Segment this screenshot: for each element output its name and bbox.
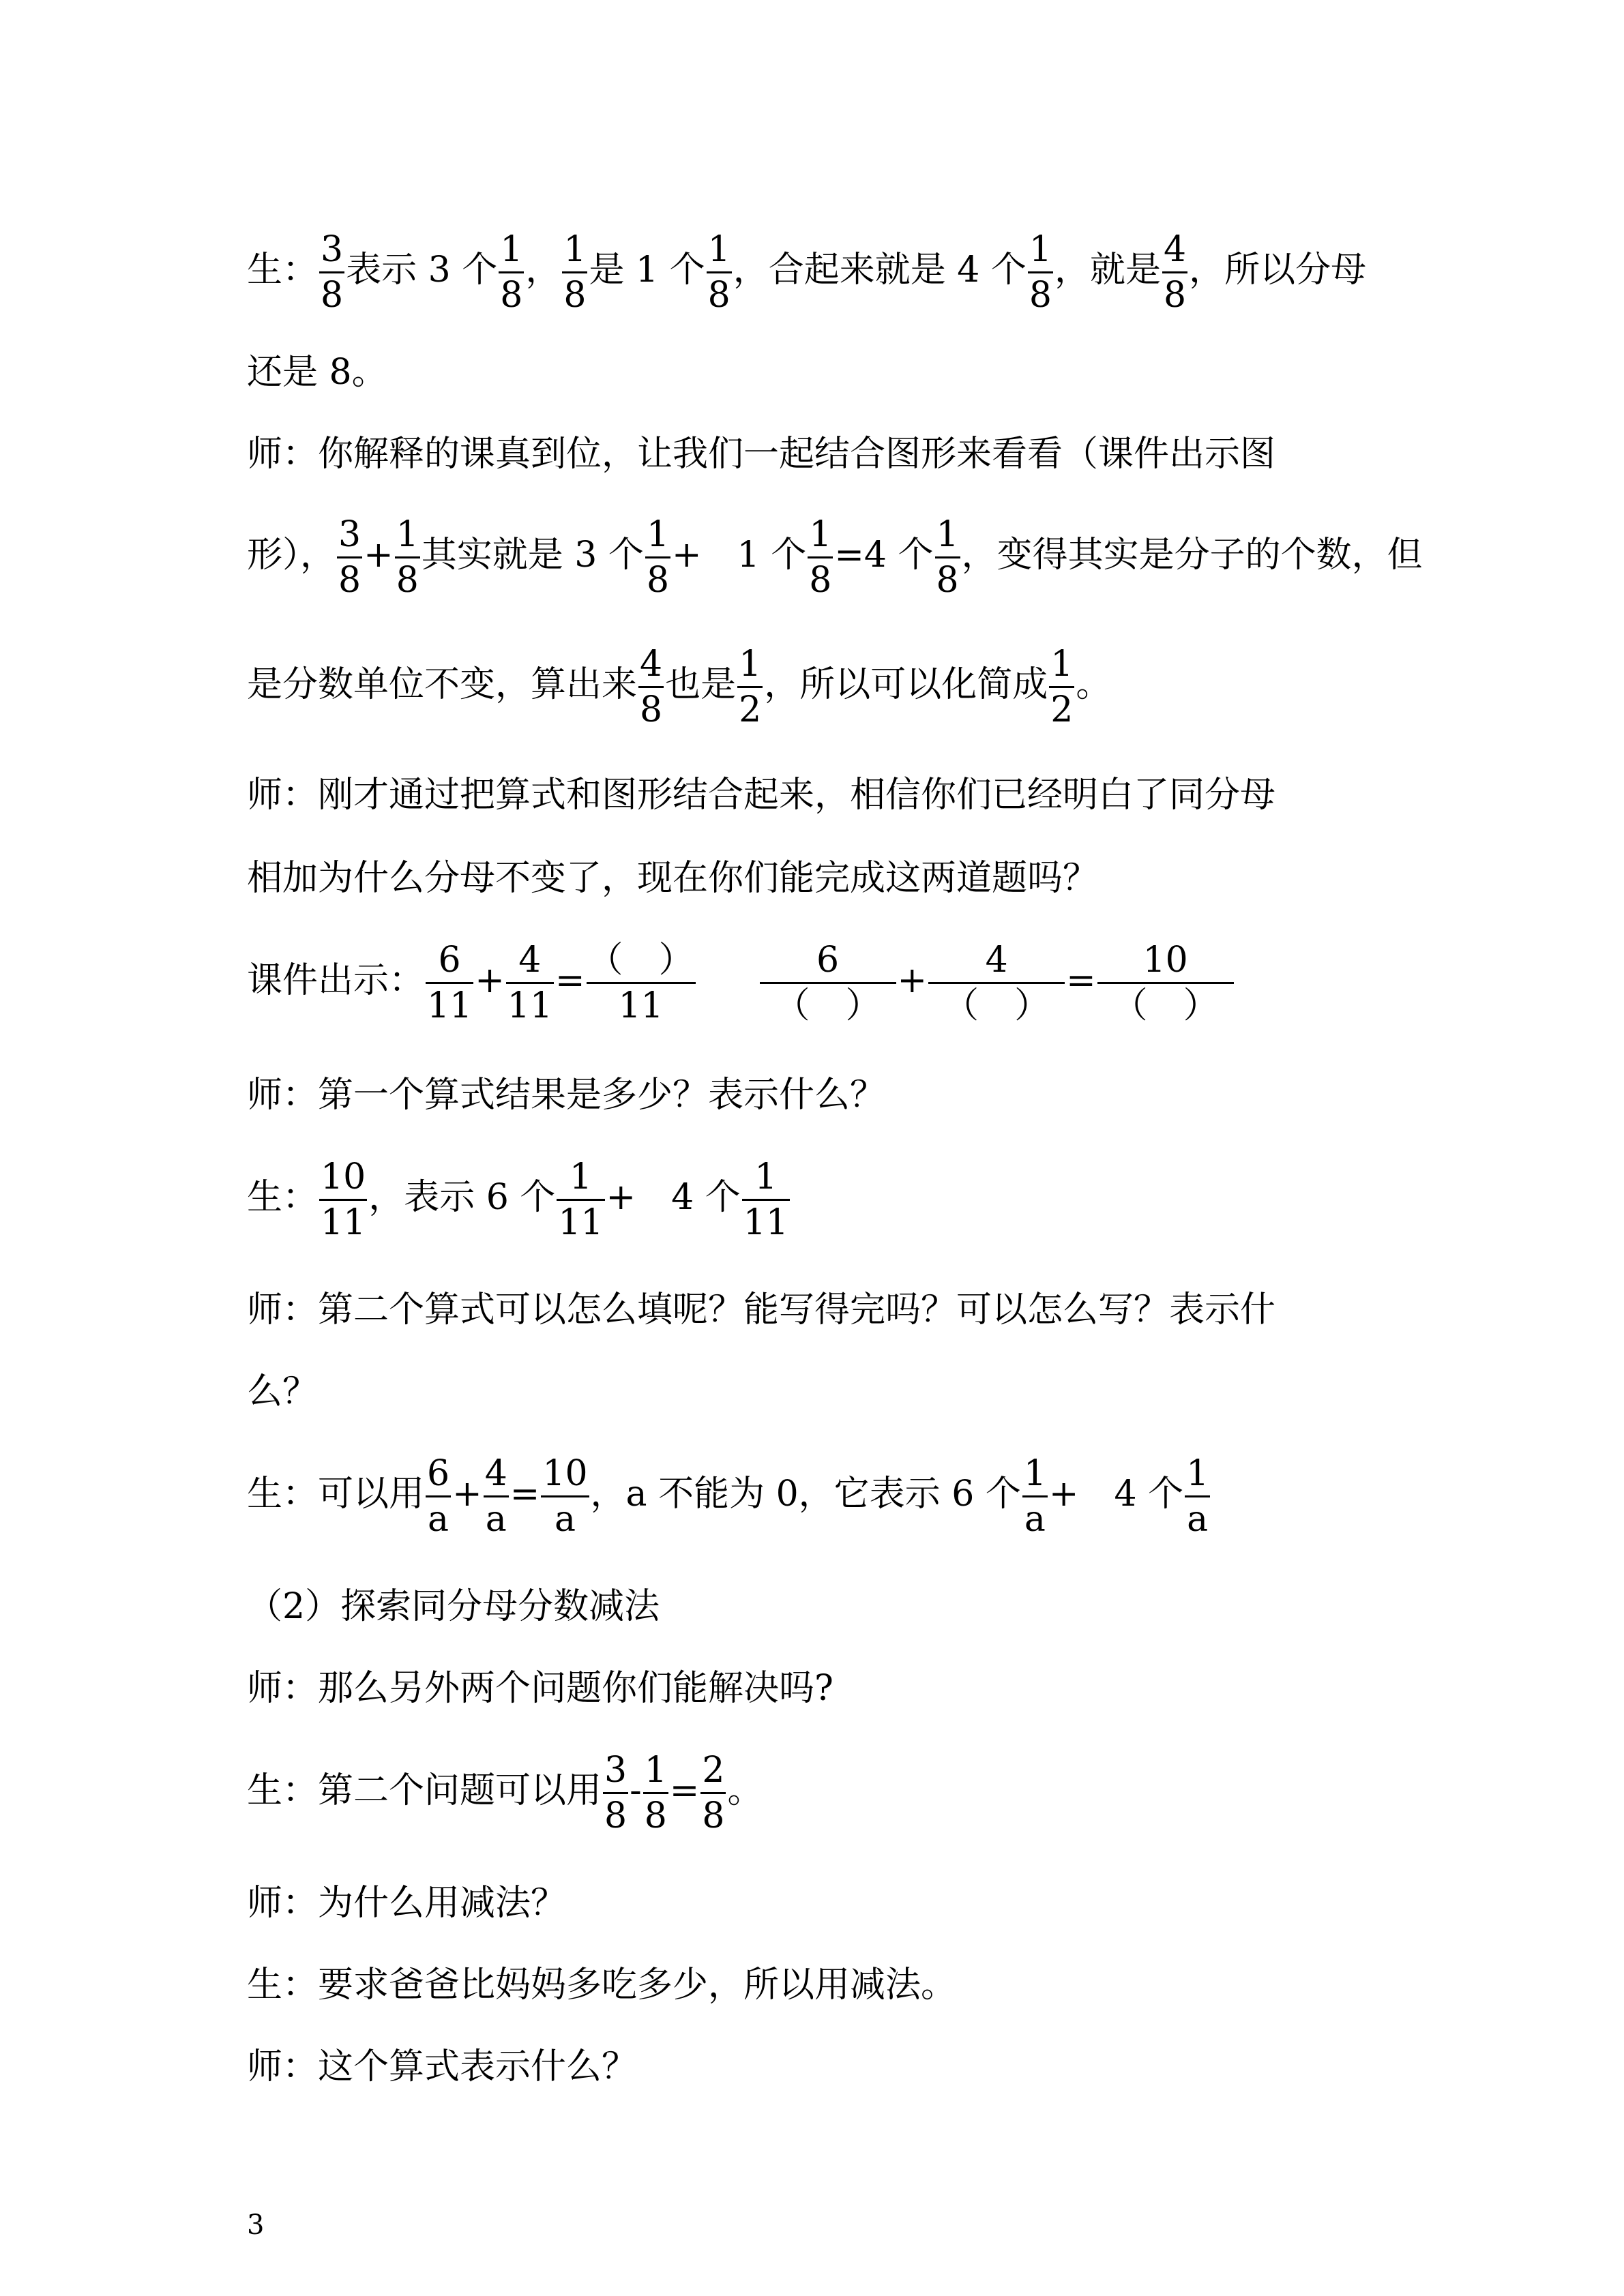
dialogue-line <box>247 1157 791 1243</box>
numerator: 6 <box>426 1456 451 1497</box>
text-run: 生：第二个问题可以用 <box>247 1770 602 1811</box>
denominator: a <box>428 1499 449 1540</box>
denominator: 8 <box>321 275 344 316</box>
denominator: （ ） <box>1112 985 1219 1026</box>
denominator: 11 <box>618 985 664 1026</box>
fraction <box>426 942 473 1024</box>
denominator: 8 <box>338 560 361 601</box>
text-line: 师：第二个算式可以怎么填呢？能写得完吗？可以怎么写？表示什 <box>247 1289 1276 1330</box>
denominator: 8 <box>1029 275 1052 316</box>
fraction <box>737 646 763 728</box>
text-run: + <box>452 1474 482 1515</box>
page-number: 3 <box>247 2209 265 2241</box>
numerator: 10 <box>541 1456 589 1497</box>
fraction <box>562 229 587 316</box>
text-run: 课件出示： <box>247 960 425 1001</box>
fraction <box>808 514 833 601</box>
fraction <box>928 942 1065 1024</box>
numerator: 4 <box>928 942 1065 984</box>
denominator: 11 <box>321 1202 366 1243</box>
fraction <box>557 1157 604 1243</box>
numerator: 6 <box>426 942 473 984</box>
text-run: + <box>364 535 394 576</box>
numerator: 1 <box>1185 1456 1210 1497</box>
text-run: = <box>669 1770 700 1811</box>
text-run: ， <box>525 250 561 290</box>
fraction <box>638 646 664 728</box>
denominator: a <box>1187 1499 1209 1540</box>
text-line: 师：刚才通过把算式和图形结合起来，相信你们已经明白了同分母 <box>247 775 1276 816</box>
numerator: 1 <box>1049 646 1074 688</box>
text-run: + 4 个 <box>1048 1474 1184 1515</box>
text-run: 也是 <box>665 664 737 705</box>
denominator: 11 <box>558 1202 604 1243</box>
numerator: （ ） <box>587 942 696 984</box>
text-run: 生： <box>247 1177 319 1218</box>
fraction <box>1162 229 1187 316</box>
fraction <box>742 1157 790 1243</box>
fraction <box>1097 942 1234 1024</box>
fraction <box>1049 646 1074 728</box>
text-run: + 1 个 <box>672 535 807 576</box>
text-run: 。 <box>1076 664 1112 705</box>
text-run: ，表示 6 个 <box>368 1177 556 1218</box>
denominator: 11 <box>743 1202 788 1243</box>
dialogue-line <box>247 514 1423 601</box>
denominator: 8 <box>396 560 419 601</box>
fraction <box>707 229 732 316</box>
fraction <box>643 1750 668 1836</box>
fraction <box>700 1750 726 1836</box>
text-run: + 4 个 <box>606 1177 741 1218</box>
text-run: 生：可以用 <box>247 1474 425 1515</box>
denominator: 2 <box>739 689 762 730</box>
fraction <box>337 514 362 601</box>
numerator: 3 <box>337 517 362 558</box>
text-run: + <box>475 960 505 1001</box>
text-run: 生： <box>247 250 319 290</box>
section-heading: （2）探索同分母分数减法 <box>247 1586 660 1627</box>
text-run: 表示 3 个 <box>346 250 498 290</box>
numerator: 4 <box>484 1456 509 1497</box>
fraction <box>1185 1453 1210 1540</box>
text-run: ，a 不能为 0，它表示 6 个 <box>590 1474 1021 1515</box>
dialogue-line <box>247 1453 1211 1540</box>
dialogue-line <box>247 646 1111 728</box>
text-run: ，就是 <box>1054 250 1161 290</box>
numerator: 4 <box>1162 232 1187 273</box>
denominator: 11 <box>427 985 473 1026</box>
numerator: 10 <box>319 1159 367 1201</box>
denominator: 8 <box>604 1795 628 1836</box>
numerator: 1 <box>643 1753 668 1794</box>
fraction <box>484 1453 509 1540</box>
text-run: 形）， <box>247 535 336 576</box>
text-run: ，变得其实是分子的个数，但 <box>961 535 1423 576</box>
denominator: 8 <box>936 560 959 601</box>
fraction <box>587 942 696 1024</box>
numerator: 1 <box>737 646 763 688</box>
fraction <box>541 1453 589 1540</box>
numerator: 1 <box>808 517 833 558</box>
text-run: ，所以分母 <box>1189 250 1367 290</box>
numerator: 1 <box>1022 1456 1048 1497</box>
text-line: 还是 8。 <box>247 352 387 393</box>
numerator: 1 <box>707 232 732 273</box>
text-run: 是 1 个 <box>589 250 705 290</box>
text-run: - <box>630 1770 642 1811</box>
fraction <box>319 229 344 316</box>
fraction <box>1022 1453 1048 1540</box>
fraction <box>1028 229 1053 316</box>
numerator: 1 <box>499 232 524 273</box>
fraction <box>935 514 960 601</box>
numerator: 1 <box>395 517 420 558</box>
numerator: 1 <box>557 1159 604 1201</box>
numerator: 1 <box>935 517 960 558</box>
numerator: 3 <box>603 1753 628 1794</box>
denominator: （ ） <box>943 985 1050 1026</box>
denominator: 8 <box>707 275 730 316</box>
fraction <box>395 514 420 601</box>
text-run: 其实就是 3 个 <box>421 535 644 576</box>
denominator: 8 <box>640 689 663 730</box>
text-line: 师：你解释的课真到位，让我们一起结合图形来看看（课件出示图 <box>247 434 1276 475</box>
text-run: 是分数单位不变，算出来 <box>247 664 638 705</box>
text-line: 师：这个算式表示什么？ <box>247 2046 638 2087</box>
denominator: 11 <box>507 985 552 1026</box>
denominator: （ ） <box>774 985 881 1026</box>
text-run: ，所以可以化简成 <box>764 664 1048 705</box>
numerator: 2 <box>700 1753 726 1794</box>
text-line: 师：第一个算式结果是多少？表示什么？ <box>247 1075 886 1116</box>
text-run: 。 <box>727 1770 763 1811</box>
numerator: 10 <box>1097 942 1234 984</box>
denominator: 8 <box>1163 275 1187 316</box>
exercise-line <box>247 942 1235 1024</box>
text-line: 师：为什么用减法？ <box>247 1883 567 1924</box>
denominator: 8 <box>644 1795 667 1836</box>
text-run: = <box>1066 960 1096 1001</box>
fraction <box>506 942 554 1024</box>
fraction <box>319 1157 367 1243</box>
numerator: 1 <box>562 232 587 273</box>
fraction <box>645 514 670 601</box>
numerator: 1 <box>1028 232 1053 273</box>
fraction <box>603 1750 628 1836</box>
denominator: 8 <box>702 1795 725 1836</box>
denominator: 2 <box>1050 689 1074 730</box>
fraction <box>499 229 524 316</box>
numerator: 1 <box>645 517 670 558</box>
text-run: =4 个 <box>834 535 934 576</box>
denominator: 8 <box>646 560 670 601</box>
text-run: = <box>555 960 585 1001</box>
denominator: 8 <box>563 275 587 316</box>
fraction <box>760 942 896 1024</box>
numerator: 4 <box>506 942 554 984</box>
denominator: a <box>485 1499 507 1540</box>
numerator: 6 <box>760 942 896 984</box>
dialogue-line <box>247 1750 763 1836</box>
denominator: a <box>554 1499 576 1540</box>
text-run: ，合起来就是 4 个 <box>733 250 1027 290</box>
text-line: 师：那么另外两个问题你们能解决吗? <box>247 1668 833 1709</box>
text-line: 么？ <box>247 1371 319 1412</box>
denominator: 8 <box>809 560 832 601</box>
text-run: + <box>897 960 928 1001</box>
denominator: 8 <box>500 275 523 316</box>
text-line: 生：要求爸爸比妈妈多吃多少，所以用减法。 <box>247 1965 957 2006</box>
fraction <box>426 1453 451 1540</box>
denominator: a <box>1024 1499 1046 1540</box>
dialogue-line <box>247 229 1367 316</box>
text-run: = <box>510 1474 540 1515</box>
numerator: 1 <box>742 1159 790 1201</box>
text-line: 相加为什么分母不变了，现在你们能完成这两道题吗？ <box>247 858 1099 899</box>
numerator: 4 <box>638 646 664 688</box>
numerator: 3 <box>319 232 344 273</box>
